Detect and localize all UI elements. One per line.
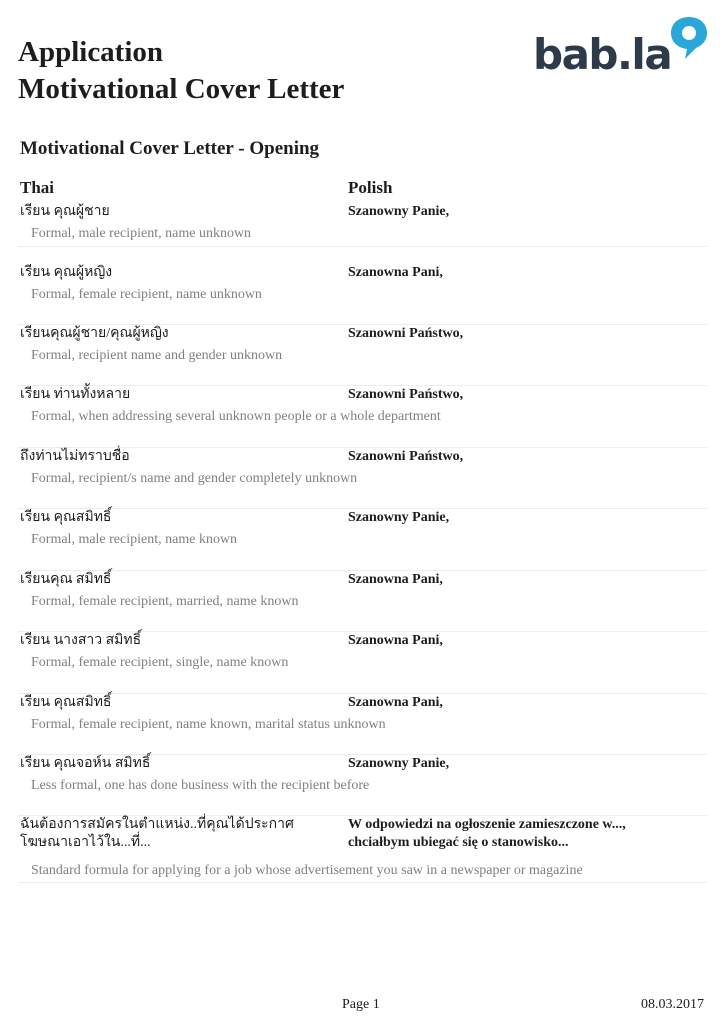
phrase-row — [18, 755, 707, 816]
thai-phrase: เรียน คุณจอห์น สมิทธิ์ — [20, 756, 151, 771]
thai-phrase: เรียน นางสาว สมิทธิ์ — [20, 633, 142, 648]
phrase-row — [18, 264, 707, 325]
usage-note: Formal, recipient name and gender unknown — [31, 348, 283, 363]
usage-note: Formal, male recipient, name unknown — [31, 226, 252, 241]
phrase-row — [18, 632, 707, 694]
usage-note: Formal, when addressing several unknown people or a whole department — [31, 409, 441, 424]
usage-note: Formal, female recipient, name unknown — [31, 287, 262, 302]
thai-phrase: เรียน คุณผู้ชาย — [20, 204, 110, 219]
babla-logo[interactable] — [533, 15, 711, 81]
polish-phrase: Szanowni Państwo, — [348, 449, 464, 464]
polish-phrase: Szanowna Pani, — [348, 633, 443, 648]
speech-bubble-icon — [668, 15, 710, 61]
page-number: Page 1 — [342, 997, 380, 1012]
phrase-row — [18, 448, 707, 509]
polish-phrase: W odpowiedzi na ogłoszenie zamieszczone w..., chciałbym ubiegać się o stanowisko... — [348, 817, 626, 850]
polish-phrase: Szanowna Pani, — [348, 695, 443, 710]
polish-phrase: Szanowna Pani, — [348, 265, 443, 280]
phrase-row — [18, 203, 707, 247]
polish-phrase: Szanowni Państwo, — [348, 326, 464, 341]
polish-phrase: Szanowny Panie, — [348, 756, 450, 771]
usage-note: Standard formula for applying for a job whose advertisement you saw in a newspaper or magazine — [31, 863, 583, 878]
section-title: Motivational Cover Letter - Opening — [20, 138, 320, 159]
title-line-2: Motivational Cover Letter — [18, 73, 345, 105]
phrase-row — [18, 571, 707, 632]
document-date: 08.03.2017 — [641, 997, 704, 1012]
thai-phrase: เรียนคุณ สมิทธิ์ — [20, 572, 112, 587]
phrase-row — [18, 509, 707, 571]
logo-text: bab.la — [533, 30, 672, 79]
polish-phrase: Szanowna Pani, — [348, 572, 443, 587]
polish-phrase: Szanowny Panie, — [348, 510, 450, 525]
phrase-row — [18, 386, 707, 448]
column-header-polish: Polish — [348, 178, 393, 197]
phrase-row — [18, 816, 707, 883]
thai-phrase: เรียน คุณสมิทธิ์ — [20, 695, 112, 710]
phrase-list — [0, 203, 725, 883]
thai-phrase: เรียนคุณผู้ชาย/คุณผู้หญิง — [20, 326, 169, 341]
thai-phrase: ฉันต้องการสมัครในตำแหน่ง..ที่คุณได้ประกาศโฆษณาเอาไว้ใน...ที่... — [20, 817, 294, 850]
usage-note: Formal, female recipient, married, name known — [31, 594, 299, 609]
thai-phrase: เรียน ท่านทั้งหลาย — [20, 387, 131, 402]
usage-note: Formal, female recipient, name known, marital status unknown — [31, 717, 386, 732]
thai-phrase: เรียน คุณผู้หญิง — [20, 265, 113, 280]
usage-note: Less formal, one has done business with the recipient before — [31, 778, 370, 793]
phrase-row — [18, 325, 707, 386]
page-title — [18, 34, 344, 108]
usage-note: Formal, male recipient, name known — [31, 532, 238, 547]
phrase-row — [18, 694, 707, 755]
polish-phrase: Szanowny Panie, — [348, 204, 450, 219]
thai-phrase: ถึงท่านไม่ทราบชื่อ — [20, 449, 130, 464]
usage-note: Formal, female recipient, single, name known — [31, 655, 289, 670]
title-line-1: Application — [18, 36, 164, 68]
polish-phrase: Szanowni Państwo, — [348, 387, 464, 402]
thai-phrase: เรียน คุณสมิทธิ์ — [20, 510, 112, 525]
column-header-thai: Thai — [20, 178, 55, 197]
usage-note: Formal, recipient/s name and gender completely unknown — [31, 471, 358, 486]
